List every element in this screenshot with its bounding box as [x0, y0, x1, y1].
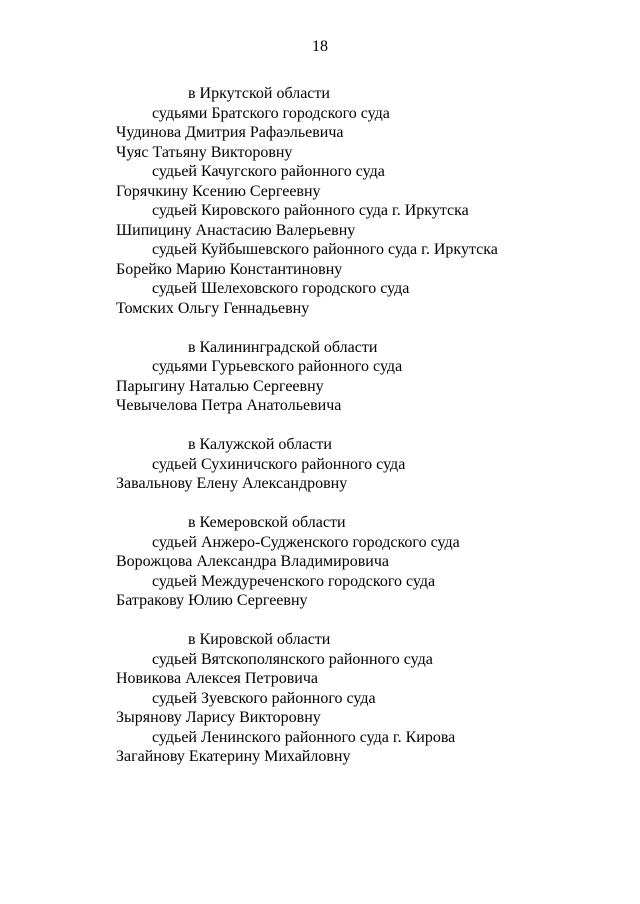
court-appointment-line: судьей Куйбышевского районного суда г. Иркутска: [152, 241, 498, 258]
judge-name: Парыгину Наталью Сергеевну: [116, 377, 324, 395]
court-appointment-line: судьей Вятскополянского районного суда: [152, 650, 433, 668]
judge-name: Борейко Марию Константиновну: [116, 260, 343, 278]
judge-name: Батракову Юлию Сергеевну: [116, 592, 308, 609]
court-appointment-line: судьей Зуевского районного суда: [152, 689, 376, 707]
region-heading: в Калининградской области: [188, 338, 378, 356]
court-appointment-line: судьей Шелеховского городского суда: [152, 280, 410, 297]
region-section: [116, 513, 616, 611]
region-section: [116, 630, 616, 767]
judge-name: Чуяс Татьяну Викторовну: [116, 143, 293, 161]
judge-name: Зырянову Ларису Викторовну: [116, 709, 321, 726]
region-section: [116, 435, 616, 494]
court-appointment-line: судьей Ленинского районного суда г. Кирова: [152, 728, 456, 746]
court-appointment-line: судьей Кировского районного суда г. Иркутска: [152, 202, 469, 219]
page-number: 18: [312, 38, 328, 55]
judge-name: Чевычелова Петра Анатольевича: [116, 397, 342, 414]
court-appointment-line: судьей Качугского районного суда: [152, 163, 385, 180]
region-section: [116, 84, 616, 318]
judge-name: Загайнову Екатерину Михайловну: [116, 748, 351, 765]
judge-name: Завальнову Елену Александровну: [116, 475, 348, 492]
region-heading: в Калужской области: [188, 436, 332, 453]
court-appointment-line: судьями Гурьевского районного суда: [152, 358, 403, 375]
region-heading: в Кировской области: [188, 631, 331, 648]
region-heading: в Кемеровской области: [188, 514, 346, 531]
region-section: [116, 338, 616, 416]
judge-name: Чудинова Дмитрия Рафаэльевича: [116, 124, 344, 141]
region-heading: в Иркутской области: [188, 85, 330, 102]
court-appointment-line: судьями Братского городского суда: [152, 104, 390, 122]
judge-name: Шипицину Анастасию Валерьевну: [116, 221, 356, 239]
judge-name: Ворожцова Александра Владимировича: [116, 553, 389, 570]
judge-name: Новикова Алексея Петровича: [116, 670, 318, 687]
court-appointment-line: судьей Сухиничского районного суда: [152, 455, 406, 473]
court-appointment-line: судьей Анжеро-Судженского городского суда: [152, 533, 460, 551]
document-body: [116, 84, 616, 767]
judge-name: Томских Ольгу Геннадьевну: [116, 299, 310, 317]
judge-name: Горячкину Ксению Сергеевну: [116, 182, 321, 200]
court-appointment-line: судьей Междуреченского городского суда: [152, 572, 436, 590]
